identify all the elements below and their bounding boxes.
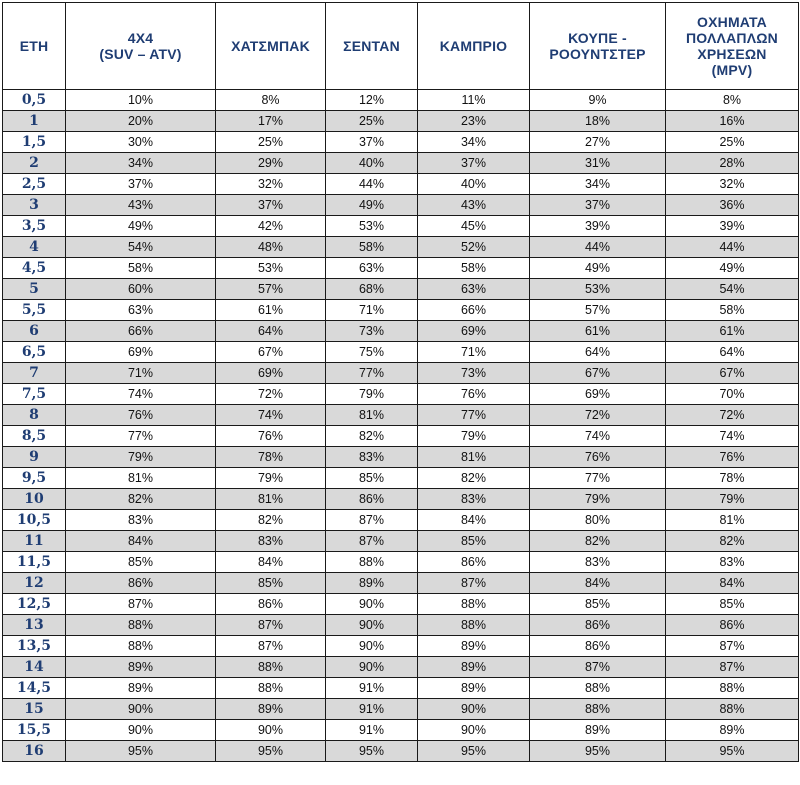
table-row <box>3 321 799 342</box>
table-row <box>3 636 799 657</box>
4x4-cell: 77% <box>66 426 216 447</box>
hatchback-cell: 87% <box>216 615 326 636</box>
table-row <box>3 90 799 111</box>
mpv-cell: 88% <box>666 678 799 699</box>
sedan-cell: 25% <box>326 111 418 132</box>
hatchback-cell: 79% <box>216 468 326 489</box>
years-cell: 6,5 <box>3 342 66 363</box>
mpv-cell: 54% <box>666 279 799 300</box>
hatchback-cell: 86% <box>216 594 326 615</box>
years-cell: 1,5 <box>3 132 66 153</box>
coupe-roadster-cell: 83% <box>530 552 666 573</box>
years-cell: 11 <box>3 531 66 552</box>
sedan-cell: 90% <box>326 636 418 657</box>
years-cell: 6 <box>3 321 66 342</box>
table-row <box>3 678 799 699</box>
hatchback-cell: 17% <box>216 111 326 132</box>
coupe-roadster-cell: 77% <box>530 468 666 489</box>
cabrio-cell: 89% <box>418 678 530 699</box>
4x4-cell: 89% <box>66 678 216 699</box>
hatchback-cell: 64% <box>216 321 326 342</box>
hatchback-cell: 72% <box>216 384 326 405</box>
cabrio-cell: 43% <box>418 195 530 216</box>
table-row <box>3 699 799 720</box>
cabrio-cell: 71% <box>418 342 530 363</box>
coupe-roadster-cell: 87% <box>530 657 666 678</box>
hatchback-cell: 88% <box>216 678 326 699</box>
table-row <box>3 573 799 594</box>
header-coupe-roadster: ΚΟΥΠΕ - ΡΟΟΥΝΤΣΤΕΡ <box>530 3 666 90</box>
years-cell: 7 <box>3 363 66 384</box>
sedan-cell: 44% <box>326 174 418 195</box>
sedan-cell: 85% <box>326 468 418 489</box>
4x4-cell: 71% <box>66 363 216 384</box>
4x4-cell: 95% <box>66 741 216 762</box>
cabrio-cell: 37% <box>418 153 530 174</box>
cabrio-cell: 63% <box>418 279 530 300</box>
cabrio-cell: 85% <box>418 531 530 552</box>
cabrio-cell: 76% <box>418 384 530 405</box>
coupe-roadster-cell: 80% <box>530 510 666 531</box>
header-4x4-suv-atv: 4X4 (SUV – ATV) <box>66 3 216 90</box>
mpv-cell: 78% <box>666 468 799 489</box>
hatchback-cell: 29% <box>216 153 326 174</box>
years-cell: 12,5 <box>3 594 66 615</box>
4x4-cell: 43% <box>66 195 216 216</box>
4x4-cell: 69% <box>66 342 216 363</box>
hatchback-cell: 37% <box>216 195 326 216</box>
sedan-cell: 68% <box>326 279 418 300</box>
sedan-cell: 12% <box>326 90 418 111</box>
cabrio-cell: 86% <box>418 552 530 573</box>
mpv-cell: 88% <box>666 699 799 720</box>
years-cell: 8 <box>3 405 66 426</box>
sedan-cell: 81% <box>326 405 418 426</box>
table-row <box>3 111 799 132</box>
hatchback-cell: 53% <box>216 258 326 279</box>
years-cell: 5 <box>3 279 66 300</box>
table-row <box>3 426 799 447</box>
coupe-roadster-cell: 67% <box>530 363 666 384</box>
sedan-cell: 90% <box>326 657 418 678</box>
header-hatchback: ΧΑΤΣΜΠΑΚ <box>216 3 326 90</box>
hatchback-cell: 8% <box>216 90 326 111</box>
years-cell: 4,5 <box>3 258 66 279</box>
sedan-cell: 87% <box>326 510 418 531</box>
hatchback-cell: 48% <box>216 237 326 258</box>
mpv-cell: 85% <box>666 594 799 615</box>
4x4-cell: 82% <box>66 489 216 510</box>
coupe-roadster-cell: 88% <box>530 699 666 720</box>
hatchback-cell: 88% <box>216 657 326 678</box>
4x4-cell: 88% <box>66 636 216 657</box>
4x4-cell: 10% <box>66 90 216 111</box>
coupe-roadster-cell: 86% <box>530 615 666 636</box>
sedan-cell: 91% <box>326 720 418 741</box>
years-cell: 13,5 <box>3 636 66 657</box>
cabrio-cell: 89% <box>418 636 530 657</box>
cabrio-cell: 81% <box>418 447 530 468</box>
cabrio-cell: 52% <box>418 237 530 258</box>
sedan-cell: 90% <box>326 594 418 615</box>
sedan-cell: 37% <box>326 132 418 153</box>
table-row <box>3 594 799 615</box>
table-row <box>3 720 799 741</box>
table-row <box>3 489 799 510</box>
sedan-cell: 89% <box>326 573 418 594</box>
mpv-cell: 49% <box>666 258 799 279</box>
sedan-cell: 71% <box>326 300 418 321</box>
years-cell: 2,5 <box>3 174 66 195</box>
4x4-cell: 63% <box>66 300 216 321</box>
hatchback-cell: 76% <box>216 426 326 447</box>
4x4-cell: 79% <box>66 447 216 468</box>
table-row <box>3 174 799 195</box>
table-row <box>3 447 799 468</box>
cabrio-cell: 34% <box>418 132 530 153</box>
sedan-cell: 91% <box>326 678 418 699</box>
cabrio-cell: 82% <box>418 468 530 489</box>
years-cell: 1 <box>3 111 66 132</box>
years-cell: 9,5 <box>3 468 66 489</box>
mpv-cell: 44% <box>666 237 799 258</box>
cabrio-cell: 90% <box>418 720 530 741</box>
sedan-cell: 86% <box>326 489 418 510</box>
coupe-roadster-cell: 74% <box>530 426 666 447</box>
sedan-cell: 90% <box>326 615 418 636</box>
coupe-roadster-cell: 85% <box>530 594 666 615</box>
4x4-cell: 60% <box>66 279 216 300</box>
hatchback-cell: 78% <box>216 447 326 468</box>
mpv-cell: 39% <box>666 216 799 237</box>
4x4-cell: 54% <box>66 237 216 258</box>
cabrio-cell: 90% <box>418 699 530 720</box>
4x4-cell: 37% <box>66 174 216 195</box>
sedan-cell: 58% <box>326 237 418 258</box>
4x4-cell: 87% <box>66 594 216 615</box>
coupe-roadster-cell: 34% <box>530 174 666 195</box>
sedan-cell: 87% <box>326 531 418 552</box>
table-row <box>3 657 799 678</box>
cabrio-cell: 83% <box>418 489 530 510</box>
sedan-cell: 53% <box>326 216 418 237</box>
cabrio-cell: 45% <box>418 216 530 237</box>
table-body <box>3 90 799 762</box>
4x4-cell: 86% <box>66 573 216 594</box>
table-row <box>3 363 799 384</box>
years-cell: 11,5 <box>3 552 66 573</box>
mpv-cell: 87% <box>666 657 799 678</box>
coupe-roadster-cell: 82% <box>530 531 666 552</box>
mpv-cell: 28% <box>666 153 799 174</box>
4x4-cell: 81% <box>66 468 216 489</box>
coupe-roadster-cell: 64% <box>530 342 666 363</box>
mpv-cell: 25% <box>666 132 799 153</box>
cabrio-cell: 23% <box>418 111 530 132</box>
table-row <box>3 237 799 258</box>
sedan-cell: 75% <box>326 342 418 363</box>
years-cell: 13 <box>3 615 66 636</box>
sedan-cell: 88% <box>326 552 418 573</box>
4x4-cell: 34% <box>66 153 216 174</box>
mpv-cell: 89% <box>666 720 799 741</box>
mpv-cell: 36% <box>666 195 799 216</box>
coupe-roadster-cell: 49% <box>530 258 666 279</box>
4x4-cell: 83% <box>66 510 216 531</box>
table-row <box>3 510 799 531</box>
mpv-cell: 83% <box>666 552 799 573</box>
cabrio-cell: 88% <box>418 594 530 615</box>
table-row <box>3 153 799 174</box>
sedan-cell: 63% <box>326 258 418 279</box>
mpv-cell: 81% <box>666 510 799 531</box>
cabrio-cell: 89% <box>418 657 530 678</box>
mpv-cell: 67% <box>666 363 799 384</box>
depreciation-table <box>2 2 799 762</box>
coupe-roadster-cell: 61% <box>530 321 666 342</box>
cabrio-cell: 77% <box>418 405 530 426</box>
table-header <box>3 3 799 90</box>
coupe-roadster-cell: 89% <box>530 720 666 741</box>
sedan-cell: 82% <box>326 426 418 447</box>
hatchback-cell: 89% <box>216 699 326 720</box>
mpv-cell: 70% <box>666 384 799 405</box>
mpv-cell: 95% <box>666 741 799 762</box>
header-mpv: ΟΧΗΜΑΤΑ ΠΟΛΛΑΠΛΩΝ ΧΡΗΣΕΩΝ (MPV) <box>666 3 799 90</box>
coupe-roadster-cell: 27% <box>530 132 666 153</box>
coupe-roadster-cell: 69% <box>530 384 666 405</box>
coupe-roadster-cell: 57% <box>530 300 666 321</box>
hatchback-cell: 84% <box>216 552 326 573</box>
mpv-cell: 58% <box>666 300 799 321</box>
table-row <box>3 216 799 237</box>
table-row <box>3 615 799 636</box>
hatchback-cell: 81% <box>216 489 326 510</box>
4x4-cell: 88% <box>66 615 216 636</box>
years-cell: 3,5 <box>3 216 66 237</box>
header-sedan: ΣΕΝΤΑΝ <box>326 3 418 90</box>
coupe-roadster-cell: 53% <box>530 279 666 300</box>
4x4-cell: 89% <box>66 657 216 678</box>
coupe-roadster-cell: 76% <box>530 447 666 468</box>
mpv-cell: 86% <box>666 615 799 636</box>
4x4-cell: 74% <box>66 384 216 405</box>
mpv-cell: 8% <box>666 90 799 111</box>
sedan-cell: 79% <box>326 384 418 405</box>
4x4-cell: 66% <box>66 321 216 342</box>
hatchback-cell: 32% <box>216 174 326 195</box>
sedan-cell: 40% <box>326 153 418 174</box>
sedan-cell: 49% <box>326 195 418 216</box>
depreciation-table-container <box>0 2 800 785</box>
hatchback-cell: 61% <box>216 300 326 321</box>
sedan-cell: 95% <box>326 741 418 762</box>
years-cell: 7,5 <box>3 384 66 405</box>
mpv-cell: 82% <box>666 531 799 552</box>
years-cell: 5,5 <box>3 300 66 321</box>
coupe-roadster-cell: 86% <box>530 636 666 657</box>
cabrio-cell: 79% <box>418 426 530 447</box>
hatchback-cell: 67% <box>216 342 326 363</box>
years-cell: 15 <box>3 699 66 720</box>
hatchback-cell: 85% <box>216 573 326 594</box>
4x4-cell: 49% <box>66 216 216 237</box>
4x4-cell: 30% <box>66 132 216 153</box>
4x4-cell: 20% <box>66 111 216 132</box>
4x4-cell: 90% <box>66 720 216 741</box>
table-row <box>3 384 799 405</box>
4x4-cell: 85% <box>66 552 216 573</box>
years-cell: 4 <box>3 237 66 258</box>
header-years: ΕΤΗ <box>3 3 66 90</box>
hatchback-cell: 42% <box>216 216 326 237</box>
hatchback-cell: 95% <box>216 741 326 762</box>
sedan-cell: 91% <box>326 699 418 720</box>
coupe-roadster-cell: 9% <box>530 90 666 111</box>
cabrio-cell: 87% <box>418 573 530 594</box>
mpv-cell: 32% <box>666 174 799 195</box>
hatchback-cell: 83% <box>216 531 326 552</box>
hatchback-cell: 82% <box>216 510 326 531</box>
mpv-cell: 87% <box>666 636 799 657</box>
cabrio-cell: 84% <box>418 510 530 531</box>
4x4-cell: 76% <box>66 405 216 426</box>
coupe-roadster-cell: 39% <box>530 216 666 237</box>
cabrio-cell: 69% <box>418 321 530 342</box>
coupe-roadster-cell: 95% <box>530 741 666 762</box>
cabrio-cell: 11% <box>418 90 530 111</box>
years-cell: 12 <box>3 573 66 594</box>
hatchback-cell: 57% <box>216 279 326 300</box>
table-row <box>3 405 799 426</box>
hatchback-cell: 74% <box>216 405 326 426</box>
header-cabrio: ΚΑΜΠΡΙΟ <box>418 3 530 90</box>
table-row <box>3 342 799 363</box>
years-cell: 14,5 <box>3 678 66 699</box>
cabrio-cell: 40% <box>418 174 530 195</box>
coupe-roadster-cell: 44% <box>530 237 666 258</box>
hatchback-cell: 90% <box>216 720 326 741</box>
coupe-roadster-cell: 79% <box>530 489 666 510</box>
years-cell: 0,5 <box>3 90 66 111</box>
mpv-cell: 61% <box>666 321 799 342</box>
coupe-roadster-cell: 88% <box>530 678 666 699</box>
table-row <box>3 132 799 153</box>
table-row <box>3 258 799 279</box>
years-cell: 16 <box>3 741 66 762</box>
mpv-cell: 79% <box>666 489 799 510</box>
coupe-roadster-cell: 84% <box>530 573 666 594</box>
coupe-roadster-cell: 31% <box>530 153 666 174</box>
table-row <box>3 195 799 216</box>
header-row <box>3 3 799 90</box>
table-row <box>3 300 799 321</box>
cabrio-cell: 88% <box>418 615 530 636</box>
coupe-roadster-cell: 37% <box>530 195 666 216</box>
4x4-cell: 90% <box>66 699 216 720</box>
sedan-cell: 77% <box>326 363 418 384</box>
cabrio-cell: 95% <box>418 741 530 762</box>
mpv-cell: 84% <box>666 573 799 594</box>
sedan-cell: 83% <box>326 447 418 468</box>
coupe-roadster-cell: 72% <box>530 405 666 426</box>
cabrio-cell: 73% <box>418 363 530 384</box>
years-cell: 2 <box>3 153 66 174</box>
table-row <box>3 552 799 573</box>
years-cell: 10,5 <box>3 510 66 531</box>
years-cell: 10 <box>3 489 66 510</box>
coupe-roadster-cell: 18% <box>530 111 666 132</box>
4x4-cell: 84% <box>66 531 216 552</box>
mpv-cell: 64% <box>666 342 799 363</box>
hatchback-cell: 25% <box>216 132 326 153</box>
4x4-cell: 58% <box>66 258 216 279</box>
mpv-cell: 74% <box>666 426 799 447</box>
mpv-cell: 16% <box>666 111 799 132</box>
years-cell: 8,5 <box>3 426 66 447</box>
hatchback-cell: 69% <box>216 363 326 384</box>
sedan-cell: 73% <box>326 321 418 342</box>
cabrio-cell: 66% <box>418 300 530 321</box>
mpv-cell: 76% <box>666 447 799 468</box>
hatchback-cell: 87% <box>216 636 326 657</box>
cabrio-cell: 58% <box>418 258 530 279</box>
table-row <box>3 468 799 489</box>
years-cell: 9 <box>3 447 66 468</box>
years-cell: 14 <box>3 657 66 678</box>
table-row <box>3 741 799 762</box>
mpv-cell: 72% <box>666 405 799 426</box>
table-row <box>3 531 799 552</box>
table-row <box>3 279 799 300</box>
years-cell: 3 <box>3 195 66 216</box>
years-cell: 15,5 <box>3 720 66 741</box>
